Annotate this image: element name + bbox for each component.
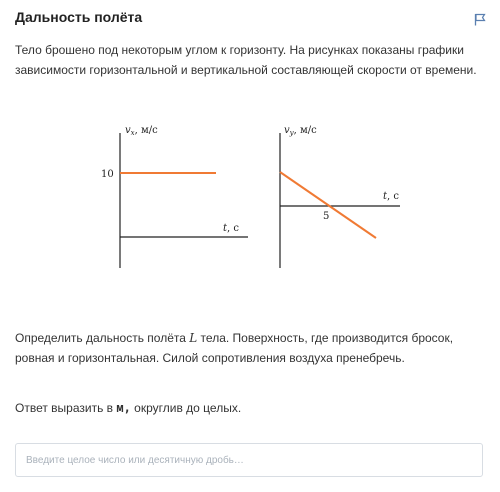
- velocity-graphs: [0, 110, 500, 280]
- vx-axis-label: $v_x$, м/с: [125, 125, 158, 137]
- answer-box: [15, 443, 483, 477]
- flag-icon[interactable]: [474, 13, 486, 26]
- answer-input[interactable]: [16, 444, 482, 476]
- answer-unit: м,: [116, 401, 131, 415]
- vy-axis-label: $v_y$, м/с: [284, 125, 317, 137]
- vx-time-axis-label: t, с: [223, 223, 239, 234]
- problem-intro: Тело брошено под некоторым углом к горизонту. На рисунках показаны графики зависимости горизонтальной и вертикальной составляющей скорости от времени.: [15, 43, 477, 77]
- answer-instructions: Ответ выразить в м, округлив до целых.: [15, 401, 242, 415]
- vy-line: [280, 172, 376, 238]
- variable-l: L: [189, 331, 198, 345]
- vy-time-axis-label: t, с: [383, 191, 399, 202]
- vy-time-value-label: 5: [323, 211, 330, 222]
- graph-vx: [101, 125, 248, 268]
- vx-value-label: 10: [101, 169, 114, 180]
- problem-question: Определить дальность полёта L тела. Поверхность, где производится бросок, ровная и горизонтальная. Силой сопротивления воздуха пренебречь.: [15, 331, 454, 365]
- page-title: Дальность полёта: [15, 9, 143, 25]
- graph-vy: [280, 125, 400, 268]
